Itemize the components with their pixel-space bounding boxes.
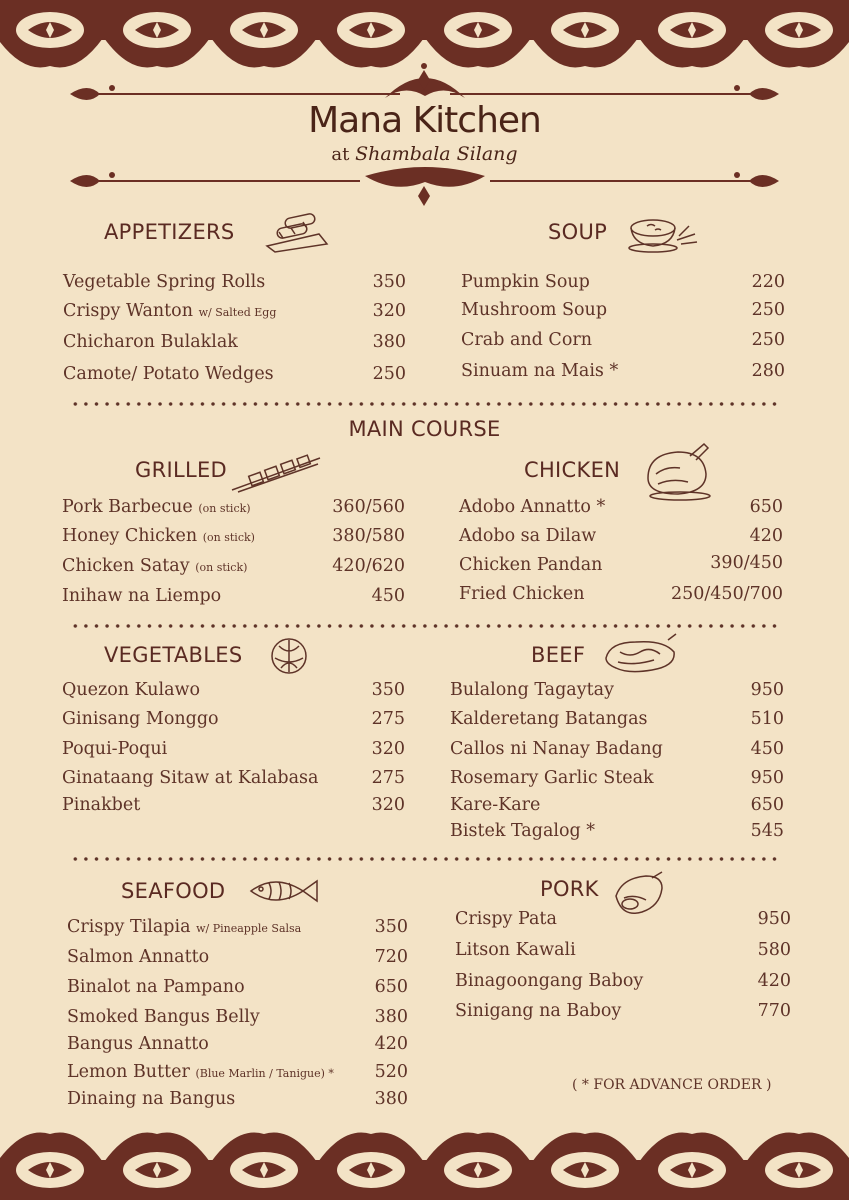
menu-item-price: 250/450/700	[671, 584, 783, 604]
menu-item	[67, 917, 301, 937]
menu-item	[62, 709, 219, 729]
beef-heading: BEEF	[531, 643, 586, 667]
menu-item-name: Adobo Annatto *	[459, 497, 606, 517]
menu-item-price: 350	[371, 680, 405, 700]
menu-item	[67, 1062, 334, 1082]
advance-order-note: ( * FOR ADVANCE ORDER )	[572, 1077, 772, 1093]
menu-item	[455, 940, 576, 960]
menu-item-price: 320	[371, 795, 405, 815]
appetizers-heading: APPETIZERS	[104, 220, 235, 244]
menu-item-price: 220	[751, 272, 785, 292]
section-divider	[70, 857, 778, 861]
skewer-icon	[228, 452, 322, 494]
menu-item-price: 650	[374, 977, 408, 997]
menu-item-name: Fried Chicken	[459, 584, 585, 604]
menu-item	[450, 795, 540, 815]
menu-item	[63, 301, 276, 321]
menu-item-name: Crispy Pata	[455, 909, 557, 929]
menu-item	[67, 1034, 209, 1054]
pork-heading: PORK	[540, 877, 599, 901]
menu-item	[459, 497, 605, 517]
pork-leg-icon	[610, 870, 666, 922]
menu-item-name: Chicharon Bulaklak	[63, 332, 238, 352]
menu-item-name: Honey Chicken	[62, 526, 198, 546]
menu-item-price: 510	[750, 709, 784, 729]
menu-item	[459, 584, 585, 604]
menu-item	[62, 680, 200, 700]
menu-item	[455, 1001, 621, 1021]
menu-item-name: Inihaw na Liempo	[62, 586, 222, 606]
menu-item-note: (on stick)	[202, 531, 255, 544]
menu-item-name: Binagoongang Baboy	[455, 971, 644, 991]
menu-item-name: Bangus Annatto	[67, 1034, 209, 1054]
menu-item-name: Bulalong Tagaytay	[450, 680, 614, 700]
menu-item-price: 390/450	[710, 553, 783, 573]
menu-item	[450, 768, 654, 788]
menu-item-name: Dinaing na Bangus	[67, 1089, 236, 1109]
soup-heading: SOUP	[548, 220, 608, 244]
bottom-ornament-border	[0, 1130, 849, 1200]
menu-item-name: Lemon Butter	[67, 1062, 190, 1082]
menu-item-price: 950	[750, 680, 784, 700]
menu-item-name: Bistek Tagalog *	[450, 821, 596, 841]
menu-item-price: 545	[750, 821, 784, 841]
menu-item-name: Litson Kawali	[455, 940, 576, 960]
menu-item	[450, 821, 595, 841]
menu-item	[62, 526, 255, 546]
menu-item	[67, 977, 245, 997]
menu-item-name: Kare-Kare	[450, 795, 541, 815]
menu-item-name: Chicken Satay	[62, 556, 190, 576]
menu-item	[63, 364, 274, 384]
menu-item-price: 770	[757, 1001, 791, 1021]
menu-item-name: Crab and Corn	[461, 330, 592, 350]
menu-item-price: 650	[750, 795, 784, 815]
menu-item	[62, 768, 318, 788]
menu-item-name: Smoked Bangus Belly	[67, 1007, 260, 1027]
menu-item-price: 380/580	[332, 526, 405, 546]
menu-item	[455, 971, 643, 991]
menu-item-name: Poqui-Poqui	[62, 739, 168, 759]
menu-item-name: Quezon Kulawo	[62, 680, 201, 700]
main-course-heading: MAIN COURSE	[348, 417, 501, 441]
menu-item-name: Salmon Annatto	[67, 947, 210, 967]
steak-icon	[600, 632, 680, 676]
menu-item	[461, 361, 618, 381]
section-divider	[70, 624, 778, 628]
section-divider	[70, 402, 778, 406]
menu-item	[455, 909, 557, 929]
menu-item-price: 250	[751, 300, 785, 320]
menu-item-name: Rosemary Garlic Steak	[450, 768, 654, 788]
menu-item	[67, 947, 209, 967]
vegetables-heading: VEGETABLES	[104, 643, 243, 667]
menu-item-name: Pinakbet	[62, 795, 141, 815]
menu-item-price: 520	[374, 1062, 408, 1082]
menu-item	[62, 556, 247, 576]
menu-item	[63, 332, 238, 352]
soup-bowl-icon	[625, 210, 699, 255]
menu-item-price: 450	[371, 586, 405, 606]
menu-item	[461, 272, 590, 292]
grilled-heading: GRILLED	[135, 458, 227, 482]
menu-item-price: 420	[749, 526, 783, 546]
menu-item-price: 580	[757, 940, 791, 960]
menu-item-price: 420	[757, 971, 791, 991]
menu-item-price: 320	[372, 301, 406, 321]
menu-item-name: Vegetable Spring Rolls	[63, 272, 266, 292]
menu-item-price: 420	[374, 1034, 408, 1054]
menu-item	[450, 680, 614, 700]
brand-title: Mana Kitchen	[308, 100, 541, 141]
menu-item-price: 275	[371, 709, 405, 729]
menu-item-name: Pumpkin Soup	[461, 272, 590, 292]
menu-item-price: 720	[374, 947, 408, 967]
menu-item-price: 420/620	[332, 556, 405, 576]
menu-item-name: Callos ni Nanay Badang	[450, 739, 663, 759]
menu-item-name: Crispy Wanton	[63, 301, 193, 321]
menu-item-note: (on stick)	[195, 561, 248, 574]
menu-item-price: 280	[751, 361, 785, 381]
menu-item-price: 380	[372, 332, 406, 352]
spring-rolls-icon	[263, 208, 331, 253]
menu-item-price: 380	[374, 1007, 408, 1027]
menu-item-name: Binalot na Pampano	[67, 977, 245, 997]
menu-item	[450, 739, 663, 759]
menu-item-note: (Blue Marlin / Tanigue) *	[195, 1067, 334, 1080]
menu-item-price: 380	[374, 1089, 408, 1109]
menu-item	[62, 739, 167, 759]
menu-item-price: 950	[757, 909, 791, 929]
menu-item	[459, 526, 596, 546]
bottom-flourish-icon	[0, 158, 849, 208]
chicken-heading: CHICKEN	[524, 458, 621, 482]
menu-item	[459, 555, 602, 575]
menu-item-price: 450	[750, 739, 784, 759]
menu-item	[62, 795, 140, 815]
menu-item-name: Pork Barbecue	[62, 497, 193, 517]
menu-item	[63, 272, 265, 292]
menu-item-price: 650	[749, 497, 783, 517]
menu-item-price: 320	[371, 739, 405, 759]
menu-item-note: w/ Pineapple Salsa	[196, 922, 302, 935]
roast-chicken-icon	[640, 438, 714, 502]
menu-item-name: Chicken Pandan	[459, 555, 603, 575]
menu-item	[461, 330, 592, 350]
menu-item-price: 360/560	[332, 497, 405, 517]
menu-item-price: 950	[750, 768, 784, 788]
menu-item-name: Ginataang Sitaw at Kalabasa	[62, 768, 319, 788]
menu-item-note: w/ Salted Egg	[198, 306, 277, 319]
menu-item-price: 250	[751, 330, 785, 350]
cabbage-icon	[265, 634, 315, 678]
menu-item-price: 275	[371, 768, 405, 788]
menu-item	[67, 1089, 235, 1109]
fish-icon	[243, 871, 321, 911]
menu-item	[62, 497, 251, 517]
menu-item-name: Camote/ Potato Wedges	[63, 364, 274, 384]
menu-item-price: 350	[372, 272, 406, 292]
seafood-heading: SEAFOOD	[121, 879, 226, 903]
top-ornament-border	[0, 0, 849, 70]
menu-item-name: Mushroom Soup	[461, 300, 608, 320]
brand-at: at	[331, 144, 350, 165]
menu-item-name: Sinuam na Mais *	[461, 361, 619, 381]
menu-item-name: Adobo sa Dilaw	[459, 526, 597, 546]
menu-item-price: 350	[374, 917, 408, 937]
menu-item-name: Sinigang na Baboy	[455, 1001, 622, 1021]
menu-item	[450, 709, 648, 729]
menu-item	[62, 586, 221, 606]
menu-item	[67, 1007, 260, 1027]
menu-item-note: (on stick)	[198, 502, 251, 515]
menu-item-name: Ginisang Monggo	[62, 709, 219, 729]
menu-item-name: Kalderetang Batangas	[450, 709, 648, 729]
menu-item-price: 250	[372, 364, 406, 384]
menu-item	[461, 300, 607, 320]
brand-location: Shambala Silang	[355, 143, 518, 165]
menu-item-name: Crispy Tilapia	[67, 917, 191, 937]
